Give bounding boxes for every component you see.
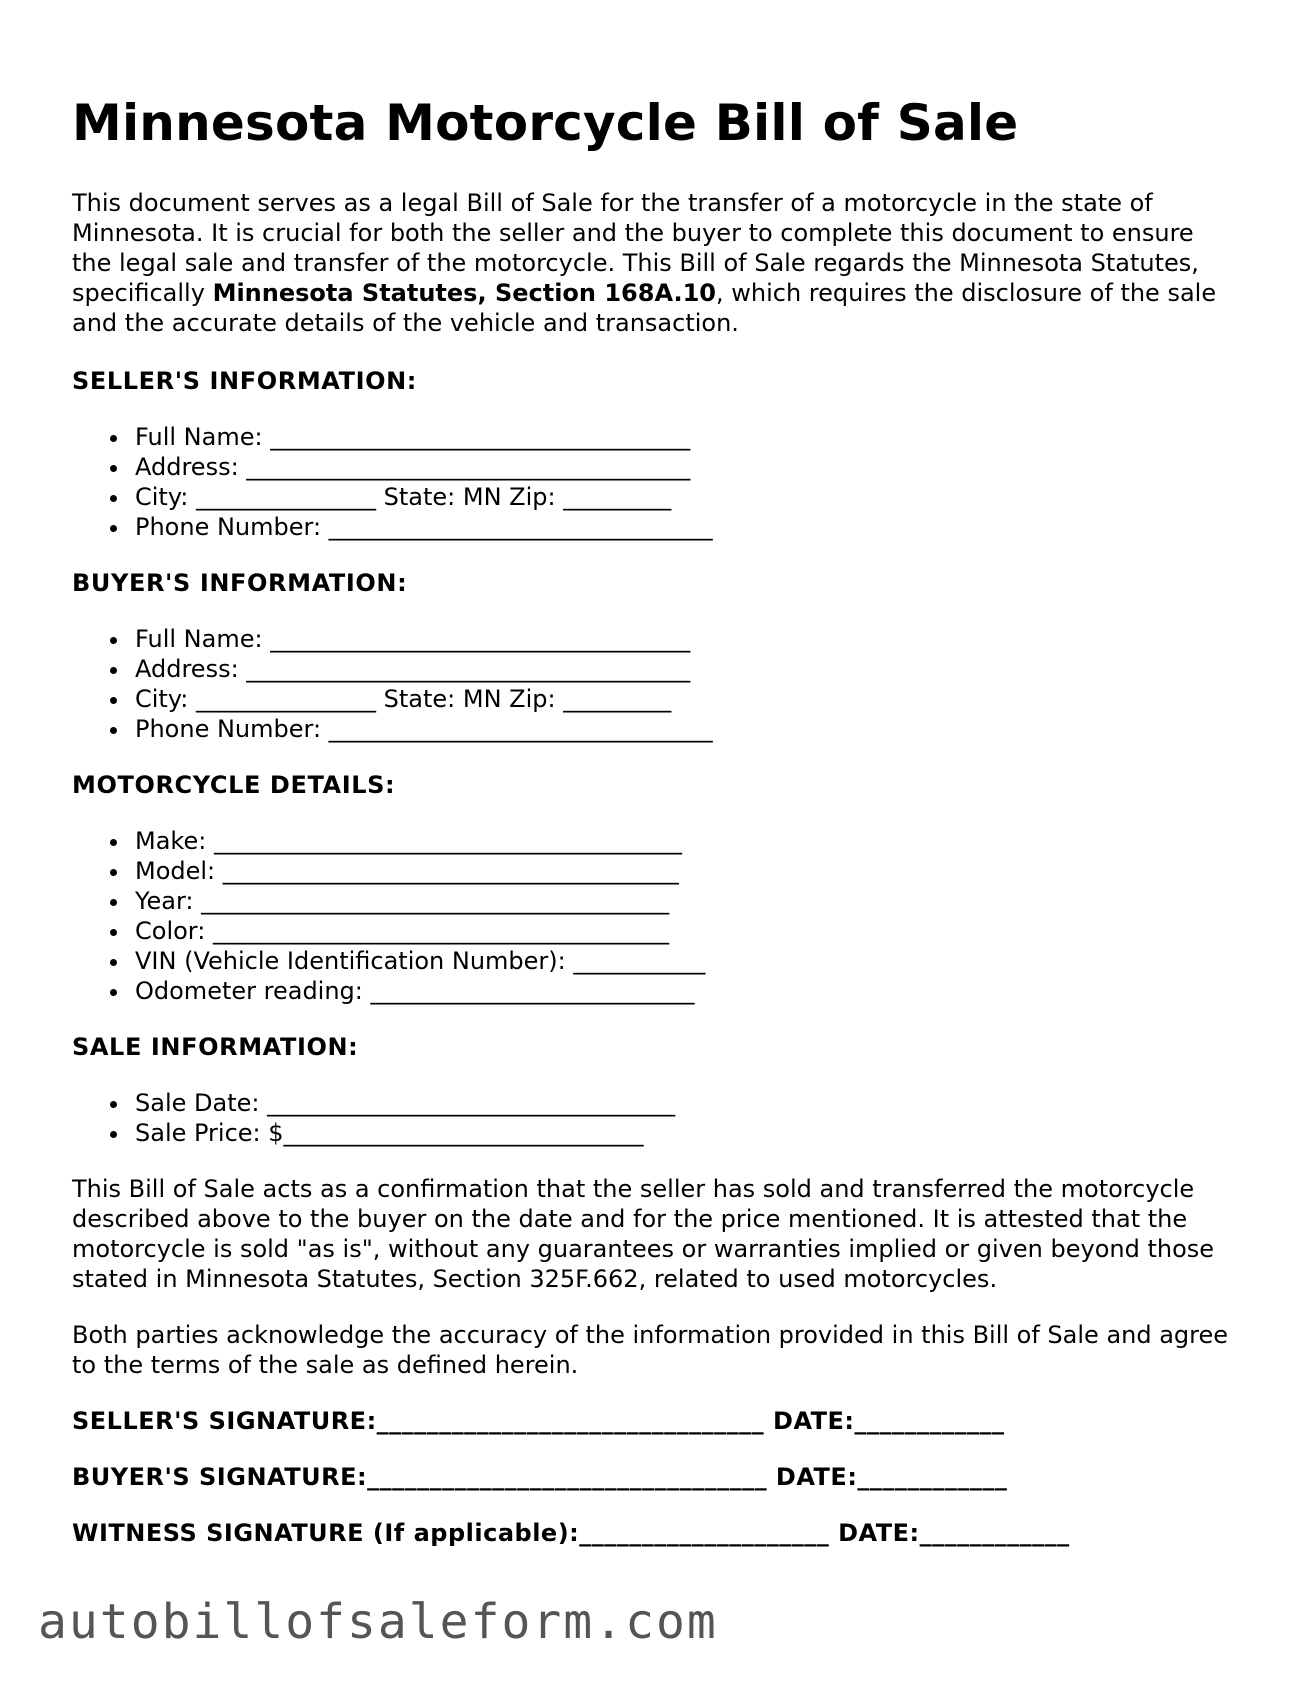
document-page [72,88,1232,1574]
buyer-info-heading: BUYER'S INFORMATION: [72,569,408,597]
intro-text-end: , which requires the disclosure of the sale and the accurate details of the vehicle and transaction. [72,279,1217,337]
intro-text-start: This document serves as a legal Bill of Sale for the transfer of a motorcycle in the state of Minnesota. It is crucial for both the seller and the buyer to complete this document to ensure the legal sale and transfer of the motorcycle. This Bill of Sale regards the Minnesota Statutes, specifically [72,189,1199,307]
statute-reference: Minnesota Statutes, Section 168A.10 [212,279,716,307]
motorcycle-details-heading: MOTORCYCLE DETAILS: [72,771,396,799]
model-field[interactable]: Model: ______________________________________ [107,856,1232,886]
buyer-address-field[interactable]: Address: _____________________________________ [107,654,1232,684]
odometer-field[interactable]: Odometer reading: ___________________________ [107,976,1232,1006]
sale-info-heading: SALE INFORMATION: [72,1033,359,1061]
buyer-phone-field[interactable]: Phone Number: ________________________________ [107,714,1232,744]
witness-signature-line[interactable]: WITNESS SIGNATURE (If applicable):____________________ DATE:____________ [72,1519,1070,1547]
seller-info-heading: SELLER'S INFORMATION: [72,367,418,395]
buyer-full-name-field[interactable]: Full Name: ___________________________________ [107,624,1232,654]
year-field[interactable]: Year: _______________________________________ [107,886,1232,916]
intro-paragraph [72,188,1232,338]
website-watermark: autobillofsaleform.com [38,1594,718,1650]
seller-address-field[interactable]: Address: _____________________________________ [107,452,1232,482]
seller-info-list [72,422,1232,542]
seller-signature-line[interactable]: SELLER'S SIGNATURE:_______________________________ DATE:____________ [72,1407,1005,1435]
buyer-info-list [72,624,1232,744]
seller-full-name-field[interactable]: Full Name: ___________________________________ [107,422,1232,452]
make-field[interactable]: Make: _______________________________________ [107,826,1232,856]
document-title: Minnesota Motorcycle Bill of Sale [72,94,1019,152]
sale-price-field[interactable]: Sale Price: $______________________________ [107,1118,1232,1148]
vin-field[interactable]: VIN (Vehicle Identification Number): ___________ [107,946,1232,976]
buyer-signature-line[interactable]: BUYER'S SIGNATURE:________________________________ DATE:____________ [72,1463,1008,1491]
color-field[interactable]: Color: ______________________________________ [107,916,1232,946]
seller-city-state-zip-field[interactable]: City: _______________ State: MN Zip: _________ [107,482,1232,512]
sale-info-list [72,1088,1232,1148]
acknowledgement-paragraph: Both parties acknowledge the accuracy of the information provided in this Bill of Sale and agree to the terms of the sale as defined herein. [72,1321,1229,1379]
motorcycle-details-list [72,826,1232,1006]
buyer-city-state-zip-field[interactable]: City: _______________ State: MN Zip: _________ [107,684,1232,714]
sale-date-field[interactable]: Sale Date: __________________________________ [107,1088,1232,1118]
seller-phone-field[interactable]: Phone Number: ________________________________ [107,512,1232,542]
confirmation-paragraph: This Bill of Sale acts as a confirmation that the seller has sold and transferred the motorcycle described above to the buyer on the date and for the price mentioned. It is attested that the motorcycle is sold "as is", without any guarantees or warranties implied or given beyond those stated in Minnesota Statutes, Section 325F.662, related to used motorcycles. [72,1175,1215,1293]
